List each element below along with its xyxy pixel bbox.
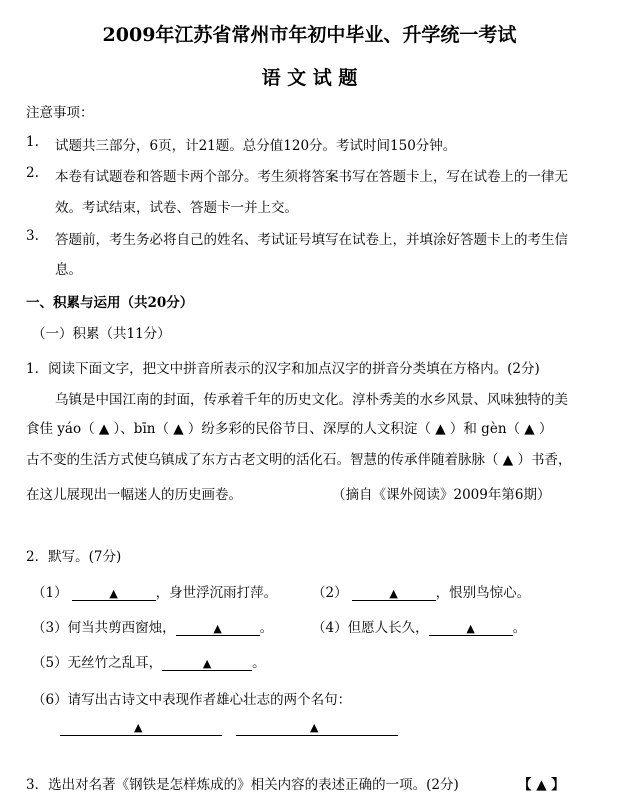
answer-blank-long-2[interactable] xyxy=(236,735,398,736)
dictation-item-2-text: ，恨别鸟惊心。 xyxy=(435,585,531,601)
dictation-item-1-number: （1） xyxy=(32,585,68,601)
question-1-passage-line-3: 古不变的生活方式使乌镇成了东方古老文明的活化石。智慧的传承伴随着脉脉（ ▲ ）书香， xyxy=(26,452,572,468)
note-item-3-text: 答题前，考生务必将自己的姓名、考试证号填写在试卷上，并填涂好答题卡上的考生信 xyxy=(55,232,568,248)
answer-blank-long-1[interactable] xyxy=(60,735,222,736)
section-1-heading: 一、积累与运用（共20分） xyxy=(26,295,194,311)
dictation-item-5-text: （5）无丝竹之乱耳， xyxy=(32,655,163,671)
answer-mark: ▲ xyxy=(109,587,118,600)
question-1-stem: 1．阅读下面文字，把文中拼音所表示的汉字和加点汉字的拼音分类填在方格内。(2分) xyxy=(26,361,540,377)
dictation-item-1 xyxy=(32,581,277,601)
section-1-sub-heading: （一）积累（共11分） xyxy=(32,326,171,342)
question-1-source: （摘自《课外阅读》2009年第6期） xyxy=(332,487,551,503)
note-item-2-continuation: 效。考试结束，试卷、答题卡一并上交。 xyxy=(55,200,298,216)
note-item-2-number: 2. xyxy=(26,165,39,181)
answer-mark: ▲ xyxy=(213,622,222,635)
exam-title: 2009年江苏省常州市年初中毕业、升学统一考试 xyxy=(102,24,517,46)
dictation-item-3 xyxy=(32,616,273,636)
answer-blank[interactable] xyxy=(352,587,436,601)
answer-blank[interactable] xyxy=(72,587,156,601)
dictation-item-5 xyxy=(32,651,266,671)
dictation-item-3-text: （3）何当共剪西窗烛， xyxy=(32,620,176,636)
note-item-2-text: 本卷有试题卷和答题卡两个部分。考生须将答案书写在答题卡上，写在试卷上的一律无 xyxy=(55,169,568,185)
answer-blank[interactable] xyxy=(162,657,252,671)
exam-subtitle: 语 文 试 题 xyxy=(261,67,358,89)
answer-mark: ▲ xyxy=(466,622,475,635)
question-1-passage-line-1: 乌镇是中国江南的封面，传承着千年的历史文化。淳朴秀美的水乡风景、风味独特的美 xyxy=(55,392,568,408)
answer-mark: ▲ xyxy=(389,587,398,600)
note-item-3-continuation: 息。 xyxy=(55,262,82,278)
dictation-item-4 xyxy=(312,616,526,636)
dictation-item-4-end: 。 xyxy=(512,620,527,636)
answer-mark: ▲ xyxy=(310,721,319,734)
question-1-passage-line-2: 食佳 yáo（ ▲ ）、bīn（ ▲ ）纷多彩的民俗节日、深厚的人文积淀（ ▲ ）和 gèn（ ▲ ） xyxy=(26,421,553,437)
note-item-1-text: 试题共三部分，6页，计21题。总分值120分。考试时间150分钟。 xyxy=(55,138,457,154)
question-3-answer-box[interactable]: 【 ▲ 】 xyxy=(518,777,565,793)
answer-blank[interactable] xyxy=(429,622,513,636)
question-3-stem: 3．选出对名著《钢铁是怎样炼成的》相关内容的表述正确的一项。(2分) xyxy=(26,777,459,793)
answer-mark: ▲ xyxy=(202,657,212,670)
dictation-item-2-number: （2） xyxy=(312,585,348,601)
dictation-item-1-text: ，身世浮沉雨打萍。 xyxy=(155,585,278,601)
question-1-passage-line-4: 在这儿展现出一幅迷人的历史画卷。 xyxy=(26,487,242,503)
answer-mark: ▲ xyxy=(134,721,143,734)
dictation-item-2 xyxy=(312,581,530,601)
dictation-item-6: （6）请写出古诗文中表现作者雄心壮志的两个名句： xyxy=(32,692,352,708)
dictation-item-3-end: 。 xyxy=(259,620,274,636)
notes-heading: 注意事项： xyxy=(26,105,94,121)
dictation-item-5-end: 。 xyxy=(252,655,266,671)
note-item-1-number: 1. xyxy=(26,134,39,150)
question-2-stem: 2．默写。(7分) xyxy=(26,549,122,565)
note-item-3-number: 3. xyxy=(26,228,39,244)
dictation-item-4-text: （4）但愿人长久， xyxy=(312,620,429,636)
answer-blank[interactable] xyxy=(176,622,260,636)
